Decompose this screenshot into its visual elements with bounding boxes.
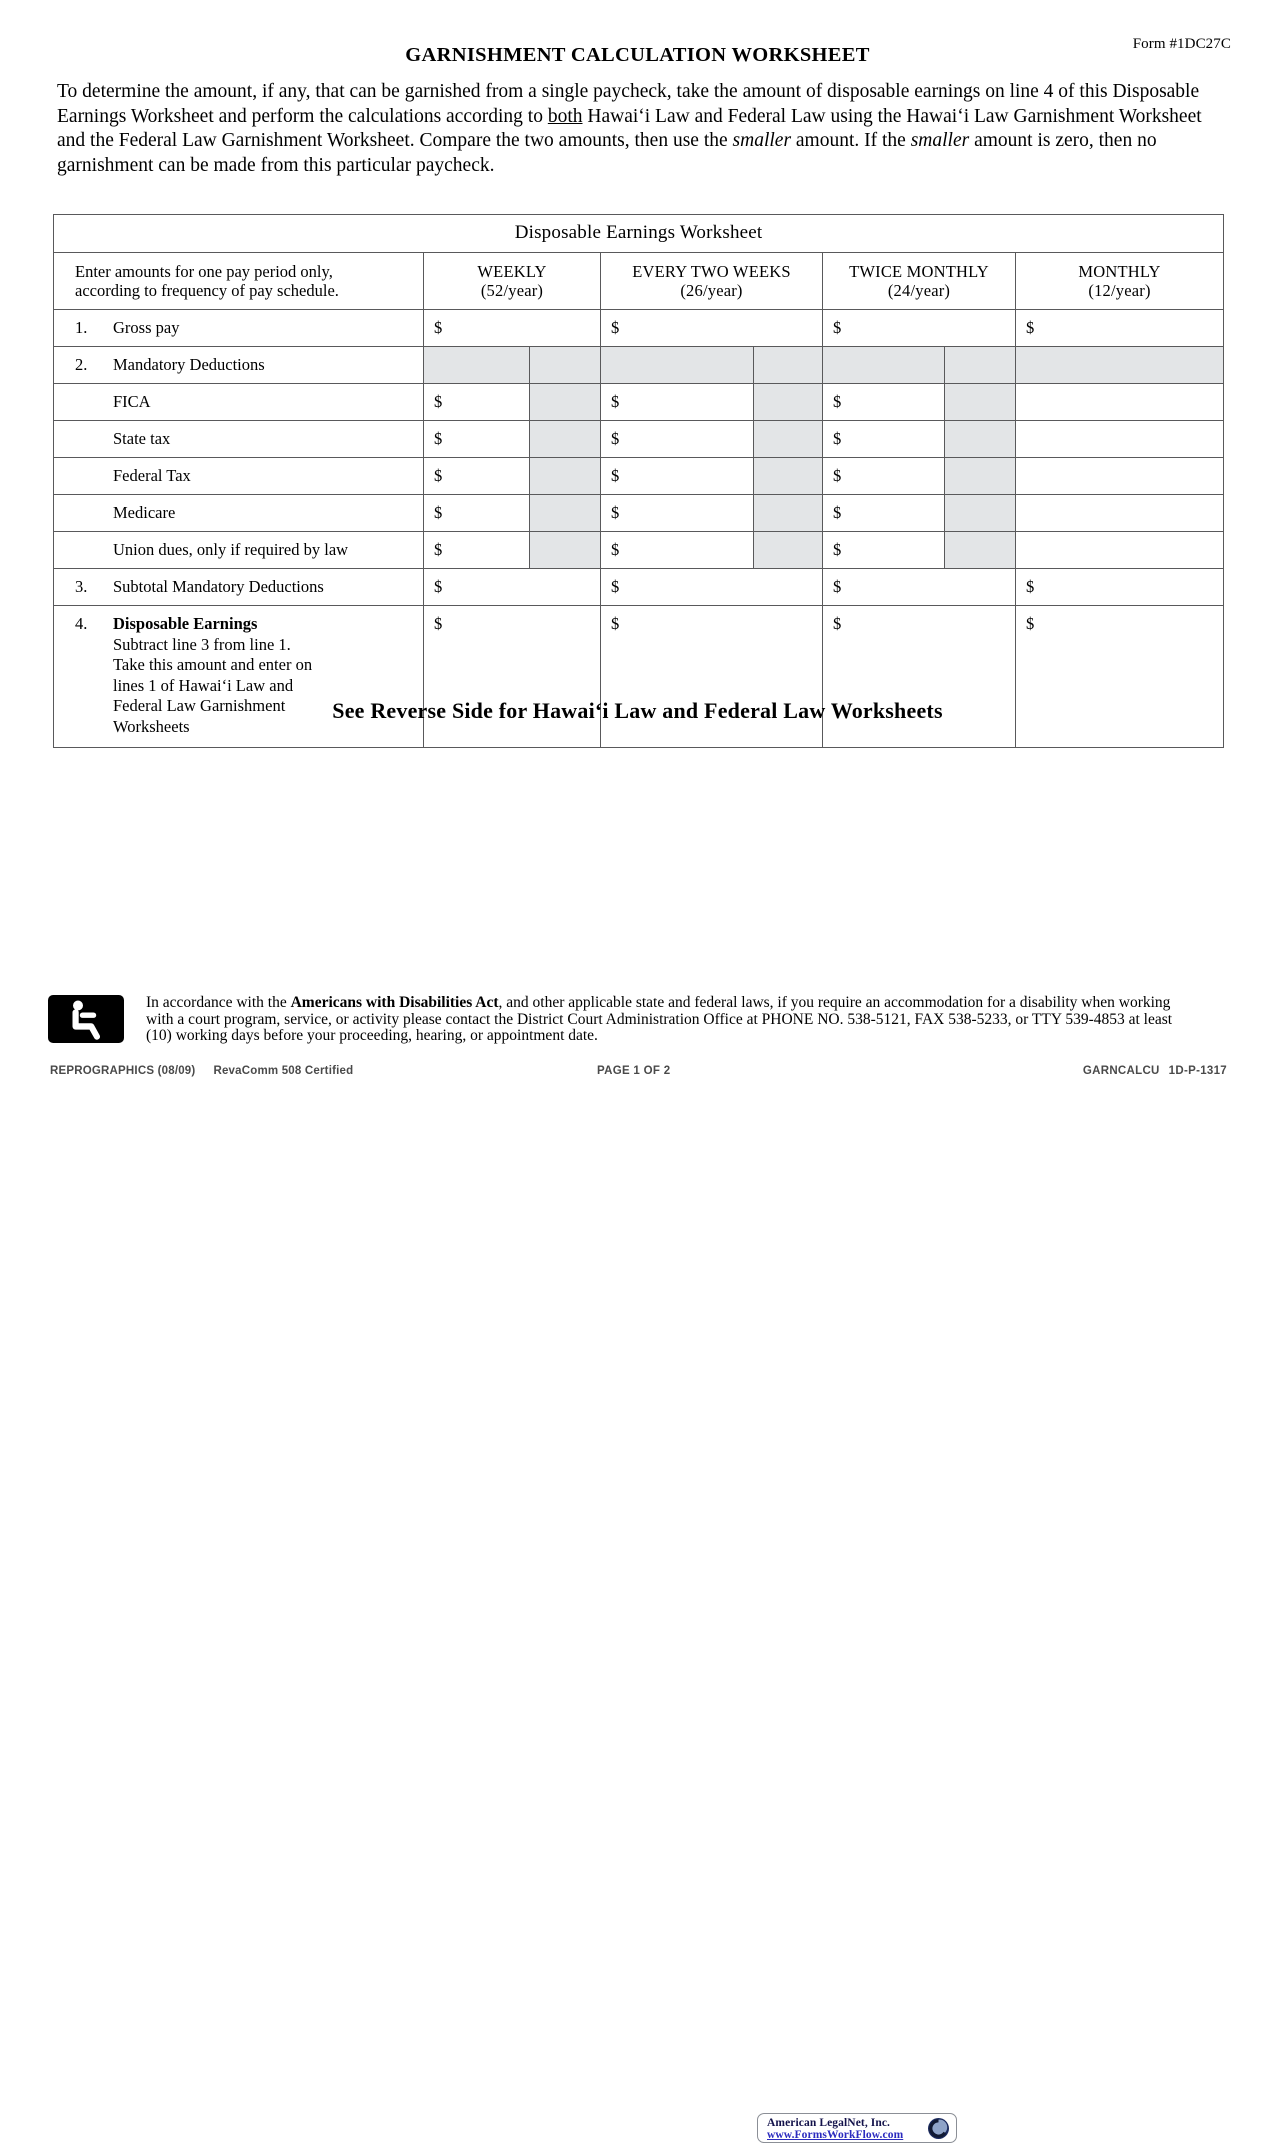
union-dues-weekly-spacer-blocked bbox=[530, 532, 601, 569]
medicare-semimonthly-field[interactable]: $ bbox=[823, 495, 945, 532]
state-tax-weekly-field[interactable]: $ bbox=[424, 421, 530, 458]
medicare-biweekly-field[interactable]: $ bbox=[601, 495, 754, 532]
legalnet-company-name: American LegalNet, Inc. bbox=[767, 2117, 891, 2129]
federal-tax-weekly-field[interactable]: $ bbox=[424, 458, 530, 495]
intro-both-emphasis: both bbox=[547, 105, 583, 127]
subtotal-monthly-field[interactable]: $ bbox=[1016, 569, 1224, 606]
row-label-fica bbox=[54, 384, 424, 421]
row-label-text: Subtotal Mandatory Deductions bbox=[113, 577, 324, 596]
row-label-disposable-earnings bbox=[54, 606, 424, 748]
row-label-medicare bbox=[54, 495, 424, 532]
table-row bbox=[54, 347, 1224, 384]
medicare-biweekly-spacer-blocked bbox=[754, 495, 823, 532]
medicare-semimonthly-spacer-blocked bbox=[945, 495, 1016, 532]
federal-tax-biweekly-field[interactable]: $ bbox=[601, 458, 754, 495]
column-header-every-two-weeks bbox=[601, 253, 823, 310]
intro-segment-1: To determine the amount, if any, that can be garnished from a single paycheck, take the amount of disposable earnings on line 4 of this Disposable Earnings Worksheet and perform the calculations according to bbox=[57, 81, 1200, 127]
ada-act-name: Americans with Disabilities Act bbox=[290, 994, 499, 1011]
mandatory-deductions-monthly-blocked bbox=[1016, 347, 1224, 384]
fica-semimonthly-spacer-blocked bbox=[945, 384, 1016, 421]
row-label-text: Union dues, only if required by law bbox=[113, 540, 349, 559]
federal-tax-semimonthly-field[interactable]: $ bbox=[823, 458, 945, 495]
table-row bbox=[54, 532, 1224, 569]
row-label-text: Federal Tax bbox=[113, 466, 191, 485]
medicare-weekly-field[interactable]: $ bbox=[424, 495, 530, 532]
column-header-twice-monthly-frequency: (24/year) bbox=[887, 281, 951, 300]
subtotal-weekly-field[interactable]: $ bbox=[424, 569, 601, 606]
fica-monthly-field[interactable] bbox=[1016, 384, 1224, 421]
row-number: 1. bbox=[75, 318, 88, 337]
row-label-text: State tax bbox=[113, 429, 171, 448]
federal-tax-biweekly-spacer-blocked bbox=[754, 458, 823, 495]
medicare-monthly-field[interactable] bbox=[1016, 495, 1224, 532]
federal-tax-weekly-spacer-blocked bbox=[530, 458, 601, 495]
disposable-earnings-line-2: Subtract line 3 from line 1. bbox=[113, 634, 291, 654]
row-label-subtotal bbox=[54, 569, 424, 606]
reprographics-label: REPROGRAPHICS (08/09) bbox=[50, 1065, 196, 1077]
ada-segment-1: In accordance with the bbox=[146, 994, 291, 1011]
column-header-weekly-name: WEEKLY bbox=[477, 262, 547, 281]
medicare-weekly-spacer-blocked bbox=[530, 495, 601, 532]
form-number: Form #1DC27C bbox=[1132, 36, 1231, 52]
state-tax-biweekly-spacer-blocked bbox=[754, 421, 823, 458]
disposable-earnings-line-3: Take this amount and enter on bbox=[113, 655, 313, 674]
table-row bbox=[54, 495, 1224, 532]
row-number: 4. bbox=[75, 614, 88, 633]
row-label-gross-pay bbox=[54, 310, 424, 347]
gross-pay-biweekly-field[interactable]: $ bbox=[601, 310, 823, 347]
intro-segment-3: amount. If the bbox=[791, 130, 911, 151]
row-label-state-tax bbox=[54, 421, 424, 458]
worksheet-header-row bbox=[54, 253, 1224, 310]
row-label-text: FICA bbox=[113, 392, 151, 411]
reverse-side-note: See Reverse Side for Hawaiʻi Law and Federal Law Worksheets bbox=[332, 698, 943, 723]
fica-biweekly-spacer-blocked bbox=[754, 384, 823, 421]
state-tax-monthly-field[interactable] bbox=[1016, 421, 1224, 458]
disposable-earnings-line-6: Worksheets bbox=[113, 716, 190, 736]
intro-segment-4: amount is zero, then no garnishment can be made from this particular paycheck. bbox=[57, 130, 1157, 176]
fica-weekly-spacer-blocked bbox=[530, 384, 601, 421]
column-header-every-two-weeks-name: EVERY TWO WEEKS bbox=[632, 262, 791, 281]
state-tax-biweekly-field[interactable]: $ bbox=[601, 421, 754, 458]
mandatory-deductions-weekly-blocked bbox=[424, 347, 530, 384]
ada-notice-text bbox=[146, 995, 1176, 1045]
table-row bbox=[54, 458, 1224, 495]
disposable-earnings-title: Disposable Earnings bbox=[113, 614, 258, 633]
accessibility-icon bbox=[48, 995, 124, 1043]
federal-tax-monthly-field[interactable] bbox=[1016, 458, 1224, 495]
table-row bbox=[54, 384, 1224, 421]
row-label-union-dues bbox=[54, 532, 424, 569]
row-label-text: Mandatory Deductions bbox=[113, 355, 265, 374]
footer-page-number: PAGE 1 OF 2 bbox=[597, 1065, 671, 1077]
intro-smaller-1: smaller bbox=[732, 130, 792, 151]
instruction-line-2: according to frequency of pay schedule. bbox=[75, 281, 339, 300]
legalnet-logo-icon bbox=[927, 2117, 950, 2140]
footer-right bbox=[1083, 1065, 1227, 1077]
state-tax-semimonthly-field[interactable]: $ bbox=[823, 421, 945, 458]
table-row bbox=[54, 310, 1224, 347]
mandatory-deductions-semimonthly-blocked bbox=[823, 347, 945, 384]
disposable-earnings-weekly-field[interactable]: $ bbox=[424, 606, 601, 748]
row-label-mandatory-deductions bbox=[54, 347, 424, 384]
intro-segment-2: Hawaiʻi Law and Federal Law using the Hawaiʻi Law Garnishment Worksheet and the Federal Law Garnishment Worksheet. Compare the two amounts, then use the bbox=[57, 105, 1202, 151]
state-tax-semimonthly-spacer-blocked bbox=[945, 421, 1016, 458]
subtotal-semimonthly-field[interactable]: $ bbox=[823, 569, 1016, 606]
american-legalnet-badge[interactable] bbox=[757, 2113, 957, 2143]
column-header-monthly-frequency: (12/year) bbox=[1088, 281, 1151, 300]
mandatory-deductions-weekly-spacer-blocked bbox=[530, 347, 601, 384]
column-header-weekly-frequency: (52/year) bbox=[480, 281, 544, 300]
gross-pay-weekly-field[interactable]: $ bbox=[424, 310, 601, 347]
column-header-weekly bbox=[424, 253, 601, 310]
fica-weekly-field[interactable]: $ bbox=[424, 384, 530, 421]
gross-pay-semimonthly-field[interactable]: $ bbox=[823, 310, 1016, 347]
row-number: 2. bbox=[75, 355, 88, 374]
column-header-monthly bbox=[1016, 253, 1224, 310]
worksheet-title-row bbox=[54, 215, 1224, 253]
ada-segment-2: , and other applicable state and federal laws, if you require an accommodation for a disability when working with a court program, service, or activity please contact the District Court Administration Office at PHONE NO. 538-5121, FAX 538-5233, or TTY 539-4853 at least (10) working days before your proceeding, hearing, or appointment date. bbox=[146, 994, 1173, 1044]
union-dues-biweekly-field[interactable]: $ bbox=[601, 532, 754, 569]
table-row bbox=[54, 421, 1224, 458]
union-dues-semimonthly-spacer-blocked bbox=[945, 532, 1016, 569]
disposable-earnings-worksheet bbox=[53, 214, 1223, 748]
union-dues-biweekly-spacer-blocked bbox=[754, 532, 823, 569]
legalnet-url-link[interactable]: www.FormsWorkFlow.com bbox=[767, 2129, 904, 2141]
subtotal-biweekly-field[interactable]: $ bbox=[601, 569, 823, 606]
disposable-earnings-biweekly-field[interactable]: $ bbox=[601, 606, 823, 748]
fica-semimonthly-field[interactable]: $ bbox=[823, 384, 945, 421]
disposable-earnings-monthly-field[interactable]: $ bbox=[1016, 606, 1224, 748]
footer-doc-code: 1D-P-1317 bbox=[1168, 1065, 1227, 1077]
column-header-twice-monthly-name: TWICE MONTHLY bbox=[849, 262, 989, 281]
table-row bbox=[54, 569, 1224, 606]
column-header-every-two-weeks-frequency: (26/year) bbox=[680, 281, 743, 300]
row-number: 3. bbox=[75, 577, 88, 596]
union-dues-semimonthly-field[interactable]: $ bbox=[823, 532, 945, 569]
revacomm-certification: RevaComm 508 Certified bbox=[213, 1065, 354, 1077]
worksheet-title: Disposable Earnings Worksheet bbox=[54, 215, 1224, 253]
intro-paragraph bbox=[57, 80, 1212, 178]
mandatory-deductions-semimonthly-spacer-blocked bbox=[945, 347, 1016, 384]
page-title: GARNISHMENT CALCULATION WORKSHEET bbox=[405, 44, 870, 66]
footer-form-code: GARNCALCU bbox=[1082, 1065, 1160, 1077]
footer-left bbox=[50, 1065, 353, 1077]
fica-biweekly-field[interactable]: $ bbox=[601, 384, 754, 421]
gross-pay-monthly-field[interactable]: $ bbox=[1016, 310, 1224, 347]
federal-tax-semimonthly-spacer-blocked bbox=[945, 458, 1016, 495]
mandatory-deductions-biweekly-blocked bbox=[601, 347, 754, 384]
disposable-earnings-semimonthly-field[interactable]: $ bbox=[823, 606, 1016, 748]
state-tax-weekly-spacer-blocked bbox=[530, 421, 601, 458]
row-label-federal-tax bbox=[54, 458, 424, 495]
mandatory-deductions-biweekly-spacer-blocked bbox=[754, 347, 823, 384]
table-row bbox=[54, 606, 1224, 748]
disposable-earnings-line-4: lines 1 of Hawaiʻi Law and bbox=[113, 675, 294, 695]
row-label-text: Medicare bbox=[113, 503, 176, 522]
column-header-twice-monthly bbox=[823, 253, 1016, 310]
worksheet-instruction bbox=[54, 253, 424, 310]
page-footer bbox=[0, 1058, 1275, 2141]
disposable-earnings-line-5: Federal Law Garnishment bbox=[113, 696, 286, 715]
worksheet-table bbox=[53, 214, 1224, 748]
row-label-text: Gross pay bbox=[113, 318, 180, 337]
union-dues-monthly-field[interactable] bbox=[1016, 532, 1224, 569]
column-header-monthly-name: MONTHLY bbox=[1078, 262, 1161, 281]
union-dues-weekly-field[interactable]: $ bbox=[424, 532, 530, 569]
instruction-line-1: Enter amounts for one pay period only, bbox=[75, 262, 333, 281]
intro-smaller-2: smaller bbox=[910, 130, 970, 151]
